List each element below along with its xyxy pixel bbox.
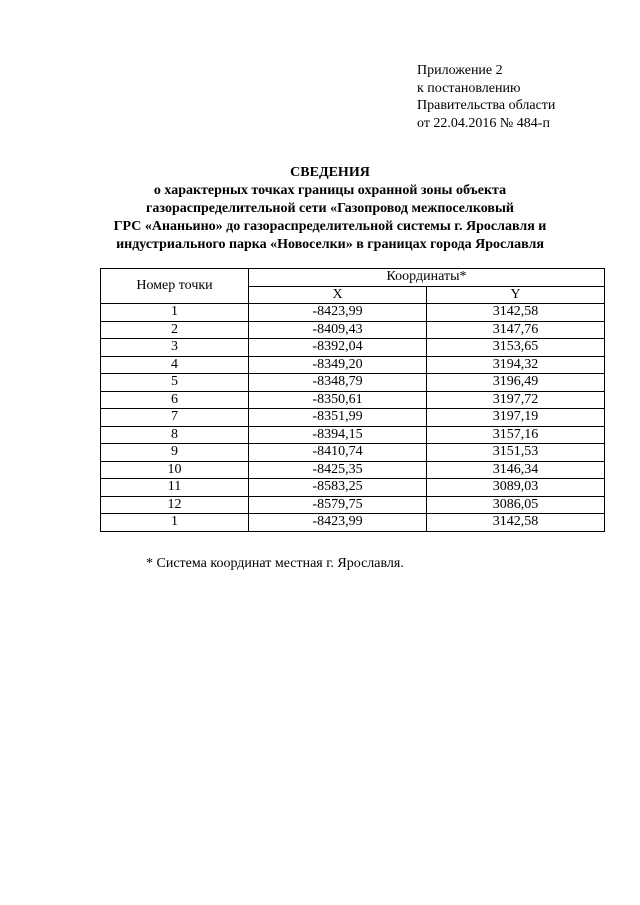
table-row — [101, 374, 605, 392]
y-coordinate-cell: 3197,72 — [427, 391, 605, 409]
point-number-cell: 9 — [101, 444, 249, 462]
y-coordinate-cell: 3196,49 — [427, 374, 605, 392]
x-coordinate-cell: -8423,99 — [249, 304, 427, 322]
point-number-cell: 7 — [101, 409, 249, 427]
document-title: СВЕДЕНИЯ — [290, 165, 370, 180]
point-number-cell: 6 — [101, 391, 249, 409]
point-number-cell: 1 — [101, 514, 249, 532]
y-coordinate-cell: 3153,65 — [427, 339, 605, 357]
table-row — [101, 426, 605, 444]
y-header: Y — [427, 286, 605, 304]
heading-line: индустриального парка «Новоселки» в границах города Ярославля — [116, 237, 544, 252]
point-number-cell: 4 — [101, 356, 249, 374]
table-row — [101, 444, 605, 462]
y-coordinate-cell: 3086,05 — [427, 496, 605, 514]
heading-line: ГРС «Ананьино» до газораспределительной системы г. Ярославля и — [113, 219, 547, 234]
x-coordinate-cell: -8583,25 — [249, 479, 427, 497]
y-coordinate-cell: 3142,58 — [427, 304, 605, 322]
table-row — [101, 409, 605, 427]
table-body — [101, 304, 605, 532]
point-number-cell: 10 — [101, 461, 249, 479]
y-coordinate-cell: 3142,58 — [427, 514, 605, 532]
point-number-cell: 12 — [101, 496, 249, 514]
heading-line: о характерных точках границы охранной зоны объекта — [153, 183, 507, 198]
point-number-cell: 8 — [101, 426, 249, 444]
x-coordinate-cell: -8392,04 — [249, 339, 427, 357]
point-number-cell: 1 — [101, 304, 249, 322]
appendix-note — [417, 62, 555, 132]
appendix-line: Правительства области — [417, 98, 556, 113]
table-header-row — [101, 269, 605, 287]
table-row — [101, 339, 605, 357]
x-coordinate-cell: -8350,61 — [249, 391, 427, 409]
x-coordinate-cell: -8579,75 — [249, 496, 427, 514]
x-coordinate-cell: -8425,35 — [249, 461, 427, 479]
y-coordinate-cell: 3194,32 — [427, 356, 605, 374]
y-coordinate-cell: 3197,19 — [427, 409, 605, 427]
appendix-line: к постановлению — [417, 80, 521, 96]
point-number-header: Номер точки — [101, 269, 249, 304]
x-coordinate-cell: -8349,20 — [249, 356, 427, 374]
table-row — [101, 461, 605, 479]
coordinates-table — [100, 268, 605, 532]
appendix-line: Приложение 2 — [417, 63, 503, 78]
table-row — [101, 391, 605, 409]
y-coordinate-cell: 3151,53 — [427, 444, 605, 462]
table-row — [101, 356, 605, 374]
x-coordinate-cell: -8394,15 — [249, 426, 427, 444]
heading-line: газораспределительной сети «Газопровод межпоселковый — [146, 201, 514, 216]
appendix-line: от 22.04.2016 № 484-п — [417, 115, 550, 131]
point-number-cell: 2 — [101, 321, 249, 339]
x-coordinate-cell: -8409,43 — [249, 321, 427, 339]
table-row — [101, 479, 605, 497]
table-row — [101, 496, 605, 514]
footnote: * Система координат местная г. Ярославля. — [146, 556, 404, 571]
coordinates-header: Координаты* — [249, 269, 605, 287]
document-heading — [60, 164, 600, 254]
y-coordinate-cell: 3147,76 — [427, 321, 605, 339]
x-coordinate-cell: -8351,99 — [249, 409, 427, 427]
x-header: X — [249, 286, 427, 304]
y-coordinate-cell: 3157,16 — [427, 426, 605, 444]
y-coordinate-cell: 3089,03 — [427, 479, 605, 497]
table-row — [101, 514, 605, 532]
x-coordinate-cell: -8348,79 — [249, 374, 427, 392]
y-coordinate-cell: 3146,34 — [427, 461, 605, 479]
point-number-cell: 3 — [101, 339, 249, 357]
point-number-cell: 5 — [101, 374, 249, 392]
x-coordinate-cell: -8423,99 — [249, 514, 427, 532]
table-row — [101, 304, 605, 322]
table-row — [101, 321, 605, 339]
x-coordinate-cell: -8410,74 — [249, 444, 427, 462]
point-number-cell: 11 — [101, 479, 249, 497]
